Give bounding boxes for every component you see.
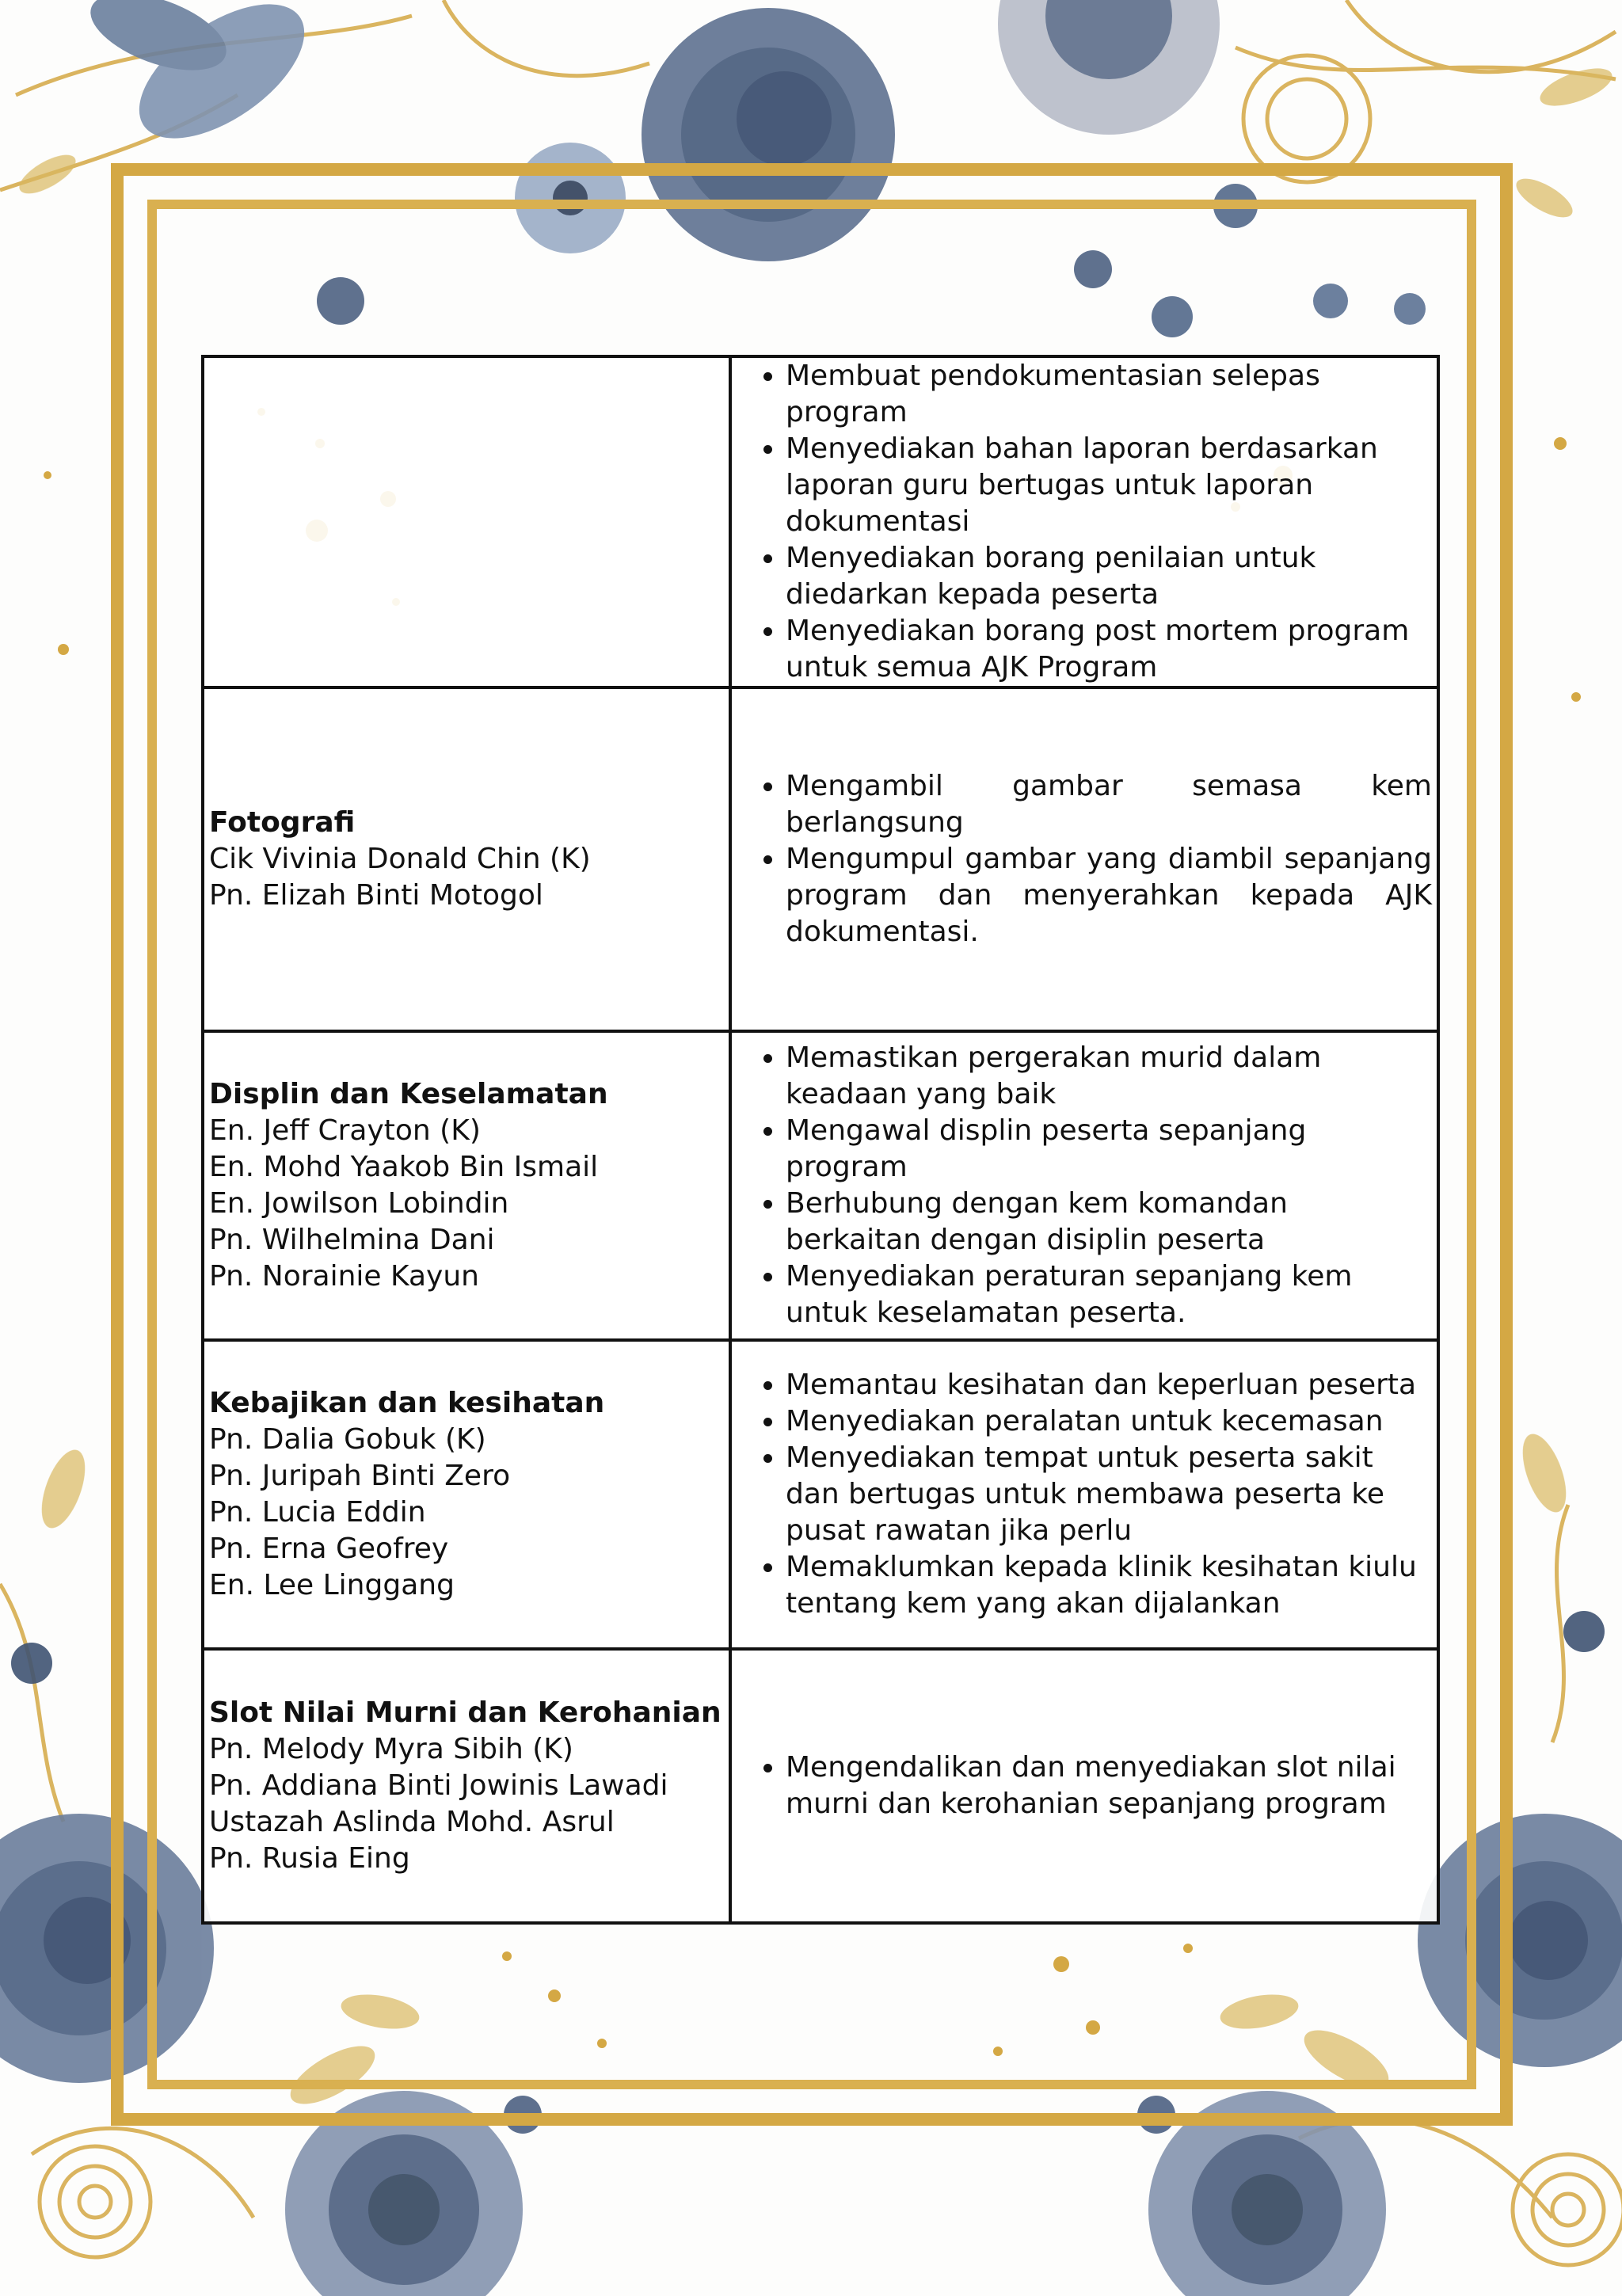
list-item: • Menyediakan tempat untuk peserta sakit dan bertugas untuk membawa peserta ke pusat rawatan jika perlu: [786, 1440, 1432, 1549]
member-name: Pn. Norainie Kayun: [209, 1260, 479, 1293]
table-row: [203, 356, 1438, 687]
committee-cell: [203, 687, 730, 1031]
list-item: • Menyediakan borang post mortem program untuk semua AJK Program: [786, 613, 1432, 686]
list-item: • Membuat pendokumentasian selepas program: [786, 358, 1432, 431]
member-name: Pn. Erna Geofrey: [209, 1533, 449, 1565]
list-item: • Menyediakan borang penilaian untuk diedarkan kepada peserta: [786, 540, 1432, 613]
duties-cell: [730, 1031, 1438, 1340]
duties-list: [737, 1040, 1432, 1331]
member-name: Pn. Wilhelmina Dani: [209, 1224, 495, 1256]
member-name: Pn. Addiana Binti Jowinis Lawadi: [209, 1769, 668, 1802]
list-item: • Mengendalikan dan menyediakan slot nilai murni dan kerohanian sepanjang program: [786, 1750, 1432, 1822]
member-name: En. Lee Linggang: [209, 1569, 455, 1601]
committee-title: Slot Nilai Murni dan Kerohanian: [209, 1696, 722, 1729]
list-item: • Memaklumkan kepada klinik kesihatan kiulu tentang kem yang akan dijalankan: [786, 1549, 1432, 1622]
list-item: • Memastikan pergerakan murid dalam keadaan yang baik: [786, 1040, 1432, 1113]
duties-list: [737, 358, 1432, 686]
duties-cell: [730, 356, 1438, 687]
list-item: • Menyediakan peraturan sepanjang kem untuk keselamatan peserta.: [786, 1258, 1432, 1331]
duties-list: [737, 1367, 1432, 1622]
table-row: [203, 1649, 1438, 1923]
member-name: En. Mohd Yaakob Bin Ismail: [209, 1151, 599, 1183]
list-item: • Menyediakan bahan laporan berdasarkan laporan guru bertugas untuk laporan dokumentasi: [786, 431, 1432, 540]
duties-cell: [730, 1649, 1438, 1923]
list-item: • Berhubung dengan kem komandan berkaitan dengan disiplin peserta: [786, 1186, 1432, 1258]
duties-list: [737, 1750, 1432, 1822]
committee-cell: [203, 1031, 730, 1340]
table-row: [203, 687, 1438, 1031]
committee-title: Kebajikan dan kesihatan: [209, 1387, 605, 1419]
list-item: • Menyediakan peralatan untuk kecemasan: [786, 1403, 1432, 1440]
committee-cell: [203, 356, 730, 687]
committee-cell: [203, 1340, 730, 1649]
committee-cell: [203, 1649, 730, 1923]
list-item: • Mengawal displin peserta sepanjang program: [786, 1113, 1432, 1186]
member-name: Ustazah Aslinda Mohd. Asrul: [209, 1806, 615, 1838]
member-name: En. Jowilson Lobindin: [209, 1187, 509, 1220]
member-name: Pn. Melody Myra Sibih (K): [209, 1733, 573, 1765]
member-name: Pn. Lucia Eddin: [209, 1496, 426, 1529]
table-row: [203, 1031, 1438, 1340]
list-item: • Mengambil gambar semasa kem berlangsung: [786, 768, 1432, 841]
list-item: • Mengumpul gambar yang diambil sepanjang program dan menyerahkan kepada AJK dokumentasi.: [786, 841, 1432, 950]
member-name: Pn. Elizah Binti Motogol: [209, 879, 543, 912]
duties-cell: [730, 687, 1438, 1031]
duties-cell: [730, 1340, 1438, 1649]
member-name: Pn. Rusia Eing: [209, 1842, 410, 1875]
committee-title: Fotografi: [209, 806, 356, 839]
member-name: En. Jeff Crayton (K): [209, 1114, 481, 1147]
committee-duties-table: [201, 355, 1440, 1925]
committee-title: Displin dan Keselamatan: [209, 1078, 608, 1110]
member-name: Pn. Dalia Gobuk (K): [209, 1423, 486, 1456]
member-name: Cik Vivinia Donald Chin (K): [209, 843, 591, 875]
duties-list: [737, 768, 1432, 950]
list-item: • Memantau kesihatan dan keperluan peserta: [786, 1367, 1432, 1403]
table-row: [203, 1340, 1438, 1649]
member-name: Pn. Juripah Binti Zero: [209, 1460, 511, 1492]
